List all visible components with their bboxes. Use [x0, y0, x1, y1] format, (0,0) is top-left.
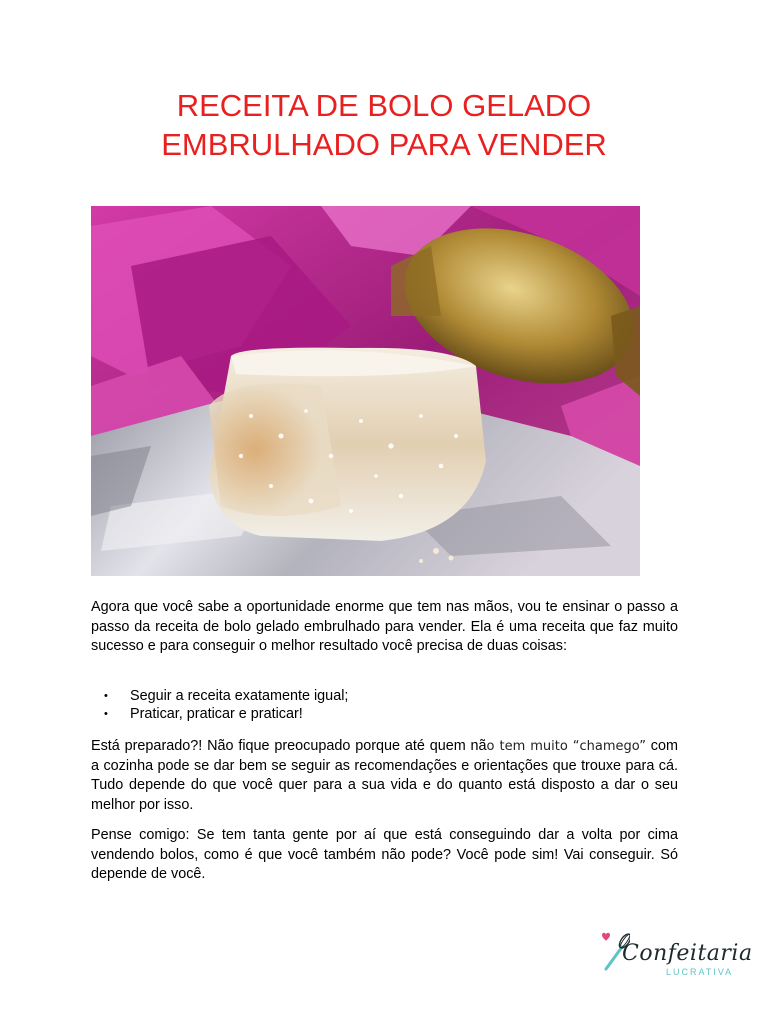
title-line-1: RECEITA DE BOLO GELADO — [176, 88, 592, 123]
closing-paragraph: Pense comigo: Se tem tanta gente por aí que está conseguindo dar a volta por cima vendendo bolos, como é que você também não pode? Você pode sim! Vai conseguir. Só depende de você. — [91, 827, 678, 882]
paragraph-text: Está preparado?! Não fique preocupado porque até quem nã — [91, 738, 487, 754]
bullet-list — [104, 688, 348, 723]
list-item — [104, 688, 348, 706]
title-line-2: EMBRULHADO PARA VENDER — [161, 127, 607, 162]
logo-subtitle: LUCRATIVA — [666, 967, 734, 977]
cake-photo-illustration — [91, 206, 640, 576]
list-item — [104, 706, 348, 724]
paragraph-text: com a cozinha pode se dar bem se seguir as recomendações e orientações que trouxe para cá. Tudo depende do que você quer para a sua vida e do quanto está disposto a dar o seu melhor por isso. — [91, 738, 678, 813]
cake-photo — [91, 206, 640, 576]
encouragement-paragraph — [91, 737, 678, 815]
bullet-marker: • — [104, 690, 108, 702]
list-item-text: Seguir a receita exatamente igual; — [130, 688, 349, 704]
page-title — [0, 86, 768, 164]
intro-paragraph: Agora que você sabe a oportunidade enorme que tem nas mãos, vou te ensinar o passo a passo da receita de bolo gelado embrulhado para vender. Ela é uma receita que faz muito sucesso e para conseguir o melhor resultado você precisa de duas coisas: — [91, 599, 678, 654]
logo-name: Confeitaria — [622, 941, 753, 966]
paragraph-text-informal: o tem muito “chamego” — [486, 739, 646, 754]
list-item-text: Praticar, praticar e praticar! — [130, 705, 303, 722]
brand-logo — [596, 925, 756, 985]
bullet-marker: • — [104, 707, 108, 720]
